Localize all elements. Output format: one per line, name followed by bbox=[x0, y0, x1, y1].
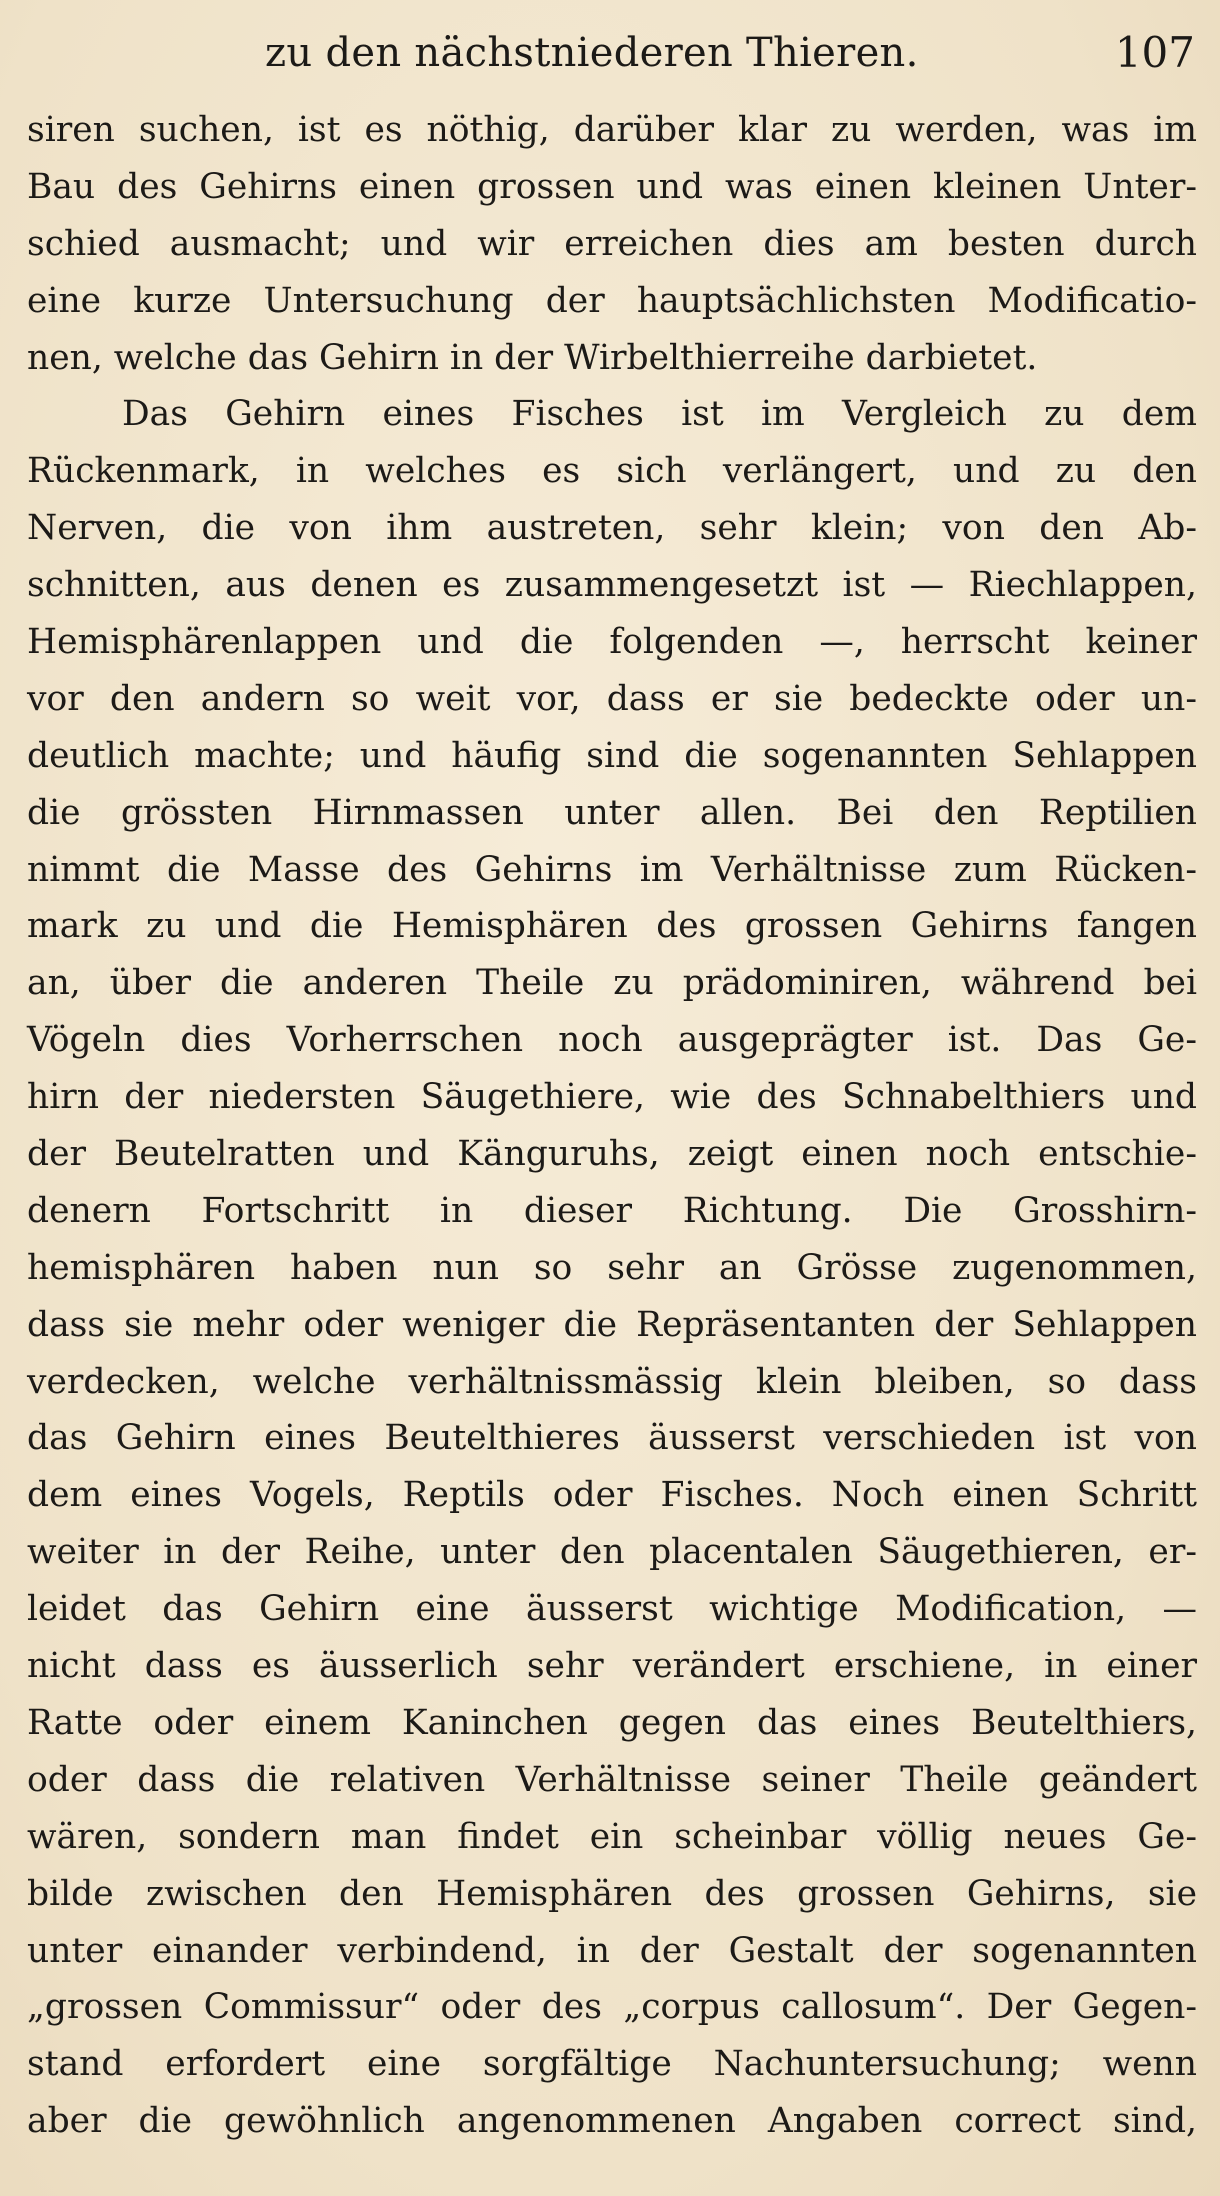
text-line: aber die gewöhnlich angenommenen Angaben correct sind, bbox=[27, 2101, 1197, 2142]
text-line: eine kurze Untersuchung der hauptsächlichsten Modificatio- bbox=[27, 280, 1197, 321]
text-line: Ratte oder einem Kaninchen gegen das eines Beutelthiers, bbox=[27, 1702, 1197, 1743]
page-number: 107 bbox=[1114, 28, 1195, 77]
text-line: oder dass die relativen Verhältnisse seiner Theile geändert bbox=[27, 1759, 1197, 1800]
text-line: deutlich machte; und häufig sind die sogenannten Sehlappen bbox=[27, 735, 1197, 776]
text-line: das Gehirn eines Beutelthieres äusserst verschieden ist von bbox=[27, 1418, 1197, 1459]
text-line: unter einander verbindend, in der Gestalt der sogenannten bbox=[27, 1930, 1197, 1971]
text-line: hemisphären haben nun so sehr an Grösse zugenommen, bbox=[27, 1247, 1197, 1288]
text-line: bilde zwischen den Hemisphären des grossen Gehirns, sie bbox=[27, 1873, 1197, 1914]
text-line: die grössten Hirnmassen unter allen. Bei den Reptilien bbox=[27, 792, 1197, 833]
text-line: schied ausmacht; und wir erreichen dies am besten durch bbox=[27, 223, 1197, 264]
text-line: mark zu und die Hemisphären des grossen Gehirns fangen bbox=[27, 906, 1197, 947]
text-line: Hemisphärenlappen und die folgenden —, herrscht keiner bbox=[27, 622, 1197, 663]
text-line: Nerven, die von ihm austreten, sehr klein; von den Ab- bbox=[27, 508, 1197, 549]
text-line: verdecken, welche verhältnissmässig klein bleiben, so dass bbox=[27, 1361, 1197, 1402]
text-line: Vögeln dies Vorherrschen noch ausgeprägter ist. Das Ge- bbox=[27, 1020, 1197, 1061]
text-line: Rückenmark, in welches es sich verlängert, und zu den bbox=[27, 451, 1197, 492]
text-line: schnitten, aus denen es zusammengesetzt ist — Riechlappen, bbox=[27, 565, 1197, 606]
text-line: wären, sondern man findet ein scheinbar völlig neues Ge- bbox=[27, 1816, 1197, 1857]
text-line: nen, welche das Gehirn in der Wirbelthierreihe darbietet. bbox=[27, 337, 1038, 378]
text-line: an, über die anderen Theile zu prädominiren, während bei bbox=[27, 963, 1197, 1004]
text-line: hirn der niedersten Säugethiere, wie des Schnabelthiers und bbox=[27, 1077, 1197, 1118]
text-line: leidet das Gehirn eine äusserst wichtige Modification, — bbox=[27, 1589, 1197, 1630]
text-line: weiter in der Reihe, unter den placentalen Säugethieren, er- bbox=[27, 1532, 1197, 1573]
paragraph-first-line: Das Gehirn eines Fisches ist im Vergleich zu dem bbox=[122, 394, 1197, 435]
text-line: „grossen Commissur“ oder des „corpus callosum“. Der Gegen- bbox=[27, 1987, 1197, 2028]
text-line: Bau des Gehirns einen grossen und was einen kleinen Unter- bbox=[27, 166, 1197, 207]
text-line: vor den andern so weit vor, dass er sie bedeckte oder un- bbox=[27, 678, 1197, 719]
text-line: nicht dass es äusserlich sehr verändert erschiene, in einer bbox=[27, 1646, 1197, 1687]
text-line: siren suchen, ist es nöthig, darüber klar zu werden, was im bbox=[27, 110, 1197, 150]
text-line: dass sie mehr oder weniger die Repräsentanten der Sehlappen bbox=[27, 1304, 1197, 1345]
text-line: denern Fortschritt in dieser Richtung. Die Grosshirn- bbox=[27, 1190, 1197, 1231]
running-head bbox=[0, 24, 1220, 84]
text-line: nimmt die Masse des Gehirns im Verhältnisse zum Rücken- bbox=[27, 849, 1197, 890]
text-line: der Beutelratten und Känguruhs, zeigt einen noch entschie- bbox=[27, 1134, 1197, 1175]
body-text bbox=[27, 102, 1197, 2150]
text-line: stand erfordert eine sorgfältige Nachuntersuchung; wenn bbox=[27, 2044, 1197, 2085]
running-title: zu den nächstniederen Thieren. bbox=[265, 30, 919, 76]
text-line: dem eines Vogels, Reptils oder Fisches. Noch einen Schritt bbox=[27, 1475, 1197, 1516]
